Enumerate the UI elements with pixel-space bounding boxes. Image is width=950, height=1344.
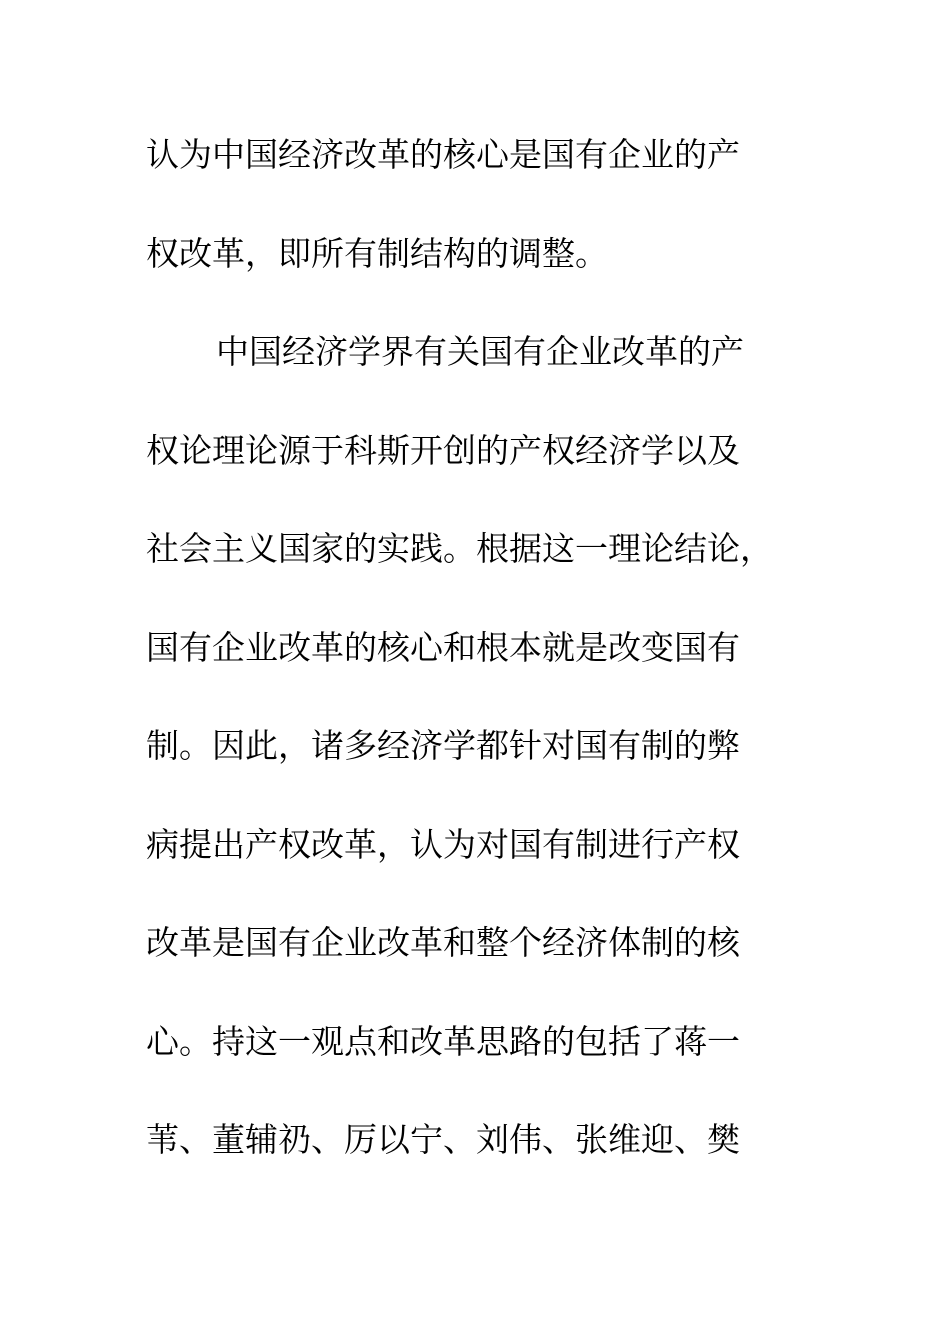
text-line: 心。持这一观点和改革思路的包括了蒋一 (146, 1021, 740, 1061)
text-line: 国有企业改革的核心和根本就是改变国有 (146, 627, 740, 667)
paragraph-first-line: 中国经济学界有关国有企业改革的产 (216, 332, 744, 371)
text-line: 权改革，即所有制结构的调整。 (146, 233, 608, 273)
text-line: 制。因此，诸多经济学都针对国有制的弊 (146, 726, 740, 765)
body-text (146, 122, 826, 1206)
text-line: 改革是国有企业改革和整个经济体制的核 (146, 923, 740, 962)
text-line: 苇、董辅礽、厉以宁、刘伟、张维迎、樊 (146, 1120, 740, 1159)
text-line: 社会主义国家的实践。根据这一理论结论， (146, 529, 773, 568)
text-line: 权论理论源于科斯开创的产权经济学以及 (146, 430, 740, 470)
text-line: 认为中国经济改革的核心是国有企业的产 (146, 135, 740, 174)
text-line: 病提出产权改革，认为对国有制进行产权 (146, 824, 740, 864)
